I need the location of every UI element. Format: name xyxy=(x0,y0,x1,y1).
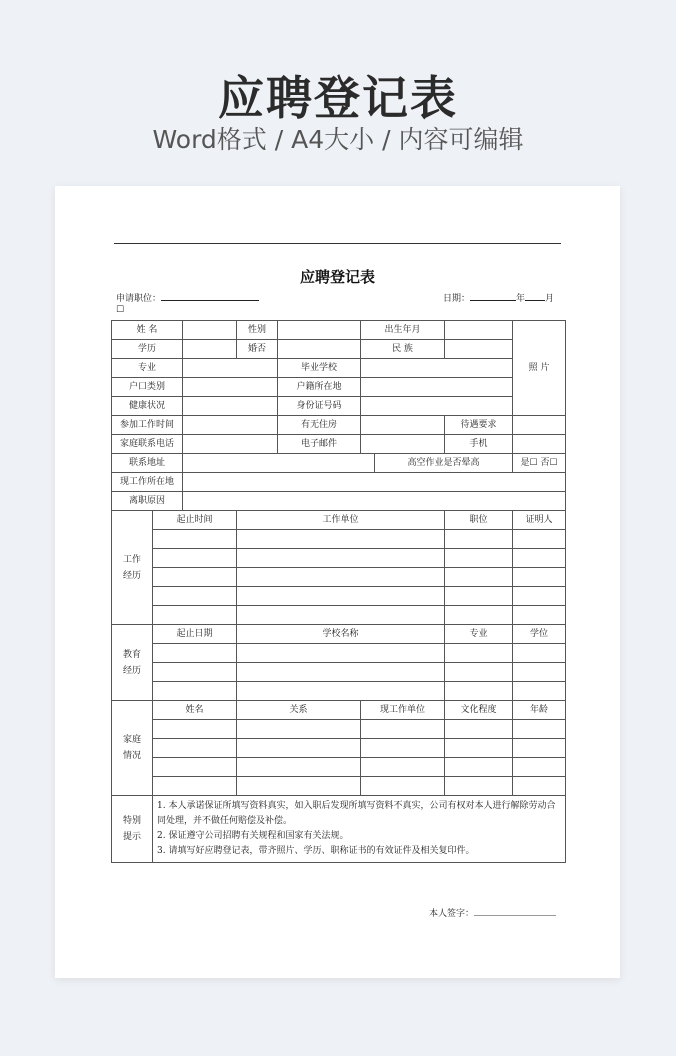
table-row xyxy=(112,777,566,796)
gender-label: 性别 xyxy=(237,321,278,340)
work-section-label xyxy=(112,511,153,625)
edu-header-school: 学校名称 xyxy=(237,625,445,644)
banner-title: 应聘登记表 xyxy=(218,71,458,125)
height-work-label: 高空作业是否晕高 xyxy=(375,454,513,473)
table-row xyxy=(112,473,566,492)
work-cell[interactable] xyxy=(445,606,513,625)
edu-cell[interactable] xyxy=(445,682,513,701)
work-cell[interactable] xyxy=(513,606,566,625)
home-phone-label: 家庭联系电话 xyxy=(112,435,183,454)
registration-table xyxy=(111,320,566,863)
family-header-employer: 现工作单位 xyxy=(361,701,445,720)
housing-label: 有无住房 xyxy=(278,416,361,435)
signature-input[interactable] xyxy=(474,907,556,916)
height-work-options[interactable]: 是☐ 否☐ xyxy=(513,454,566,473)
work-start-label: 参加工作时间 xyxy=(112,416,183,435)
edu-header-degree: 学位 xyxy=(513,625,566,644)
family-cell[interactable] xyxy=(237,758,361,777)
family-cell[interactable] xyxy=(361,777,445,796)
id-number-label: 身份证号码 xyxy=(278,397,361,416)
notes-section-label xyxy=(112,796,153,863)
gender-field[interactable] xyxy=(278,321,361,340)
leave-reason-label: 离职原因 xyxy=(112,492,183,511)
position-label: 申请职位： xyxy=(116,294,162,304)
table-row xyxy=(112,492,566,511)
edu-cell[interactable] xyxy=(153,663,237,682)
work-cell[interactable] xyxy=(513,587,566,606)
family-cell[interactable] xyxy=(513,758,566,777)
name-field[interactable] xyxy=(183,321,237,340)
table-row xyxy=(112,340,566,359)
banner-subtitle: Word格式 / A4大小 / 内容可编辑 xyxy=(152,125,524,154)
work-cell[interactable] xyxy=(237,530,445,549)
family-cell[interactable] xyxy=(445,739,513,758)
family-cell[interactable] xyxy=(237,777,361,796)
family-cell[interactable] xyxy=(153,720,237,739)
health-field[interactable] xyxy=(183,397,278,416)
school-label: 毕业学校 xyxy=(278,359,361,378)
work-cell[interactable] xyxy=(513,568,566,587)
family-cell[interactable] xyxy=(445,720,513,739)
birth-field[interactable] xyxy=(445,321,513,340)
edu-cell[interactable] xyxy=(237,663,445,682)
date-line xyxy=(443,291,554,304)
health-label: 健康状况 xyxy=(112,397,183,416)
edu-cell[interactable] xyxy=(445,663,513,682)
table-row xyxy=(112,663,566,682)
note-item: 3. 请填写好应聘登记表，带齐照片、学历、职称证书的有效证件及相关复印件。 xyxy=(157,846,475,856)
work-section-text: 工作经历 xyxy=(122,554,141,581)
work-cell[interactable] xyxy=(237,606,445,625)
family-cell[interactable] xyxy=(153,739,237,758)
table-row xyxy=(112,416,566,435)
work-cell[interactable] xyxy=(445,568,513,587)
housing-field[interactable] xyxy=(361,416,445,435)
family-cell[interactable] xyxy=(513,720,566,739)
form-title: 应聘登记表 xyxy=(299,268,375,286)
family-cell[interactable] xyxy=(361,739,445,758)
family-header-education: 文化程度 xyxy=(445,701,513,720)
family-cell[interactable] xyxy=(237,739,361,758)
table-row xyxy=(112,682,566,701)
work-cell[interactable] xyxy=(445,549,513,568)
work-start-field[interactable] xyxy=(183,416,278,435)
work-cell[interactable] xyxy=(445,530,513,549)
family-cell[interactable] xyxy=(361,758,445,777)
hukou-place-field[interactable] xyxy=(361,378,513,397)
work-cell[interactable] xyxy=(237,568,445,587)
work-cell[interactable] xyxy=(153,587,237,606)
major-field[interactable] xyxy=(183,359,278,378)
table-row xyxy=(112,739,566,758)
table-row xyxy=(112,701,566,720)
table-row xyxy=(112,454,566,473)
mobile-label: 手机 xyxy=(445,435,513,454)
position-line xyxy=(116,291,259,304)
email-label: 电子邮件 xyxy=(278,435,361,454)
table-row xyxy=(112,796,566,863)
signature-line xyxy=(429,906,556,919)
family-cell[interactable] xyxy=(445,777,513,796)
note-item: 2. 保证遵守公司招聘有关规程和国家有关法规。 xyxy=(157,831,349,841)
hukou-type-label: 户口类别 xyxy=(112,378,183,397)
table-row xyxy=(112,397,566,416)
marital-field[interactable] xyxy=(278,340,361,359)
education-label: 学历 xyxy=(112,340,183,359)
ethnicity-label: 民 族 xyxy=(361,340,445,359)
current-workplace-label: 现工作所在地 xyxy=(112,473,183,492)
work-cell[interactable] xyxy=(153,530,237,549)
position-checkbox[interactable]: ☐ xyxy=(116,305,125,315)
family-cell[interactable] xyxy=(445,758,513,777)
work-cell[interactable] xyxy=(513,530,566,549)
table-row xyxy=(112,720,566,739)
work-header-employer: 工作单位 xyxy=(237,511,445,530)
table-row xyxy=(112,359,566,378)
family-cell[interactable] xyxy=(513,739,566,758)
address-field[interactable] xyxy=(183,454,375,473)
edu-cell[interactable] xyxy=(237,682,445,701)
work-cell[interactable] xyxy=(237,587,445,606)
leave-reason-field[interactable] xyxy=(183,492,566,511)
work-cell[interactable] xyxy=(513,549,566,568)
position-input[interactable] xyxy=(161,292,259,301)
work-header-position: 职位 xyxy=(445,511,513,530)
date-year-input[interactable] xyxy=(470,292,516,301)
family-cell[interactable] xyxy=(513,777,566,796)
school-field[interactable] xyxy=(361,359,513,378)
family-header-name: 姓名 xyxy=(153,701,237,720)
edu-cell[interactable] xyxy=(513,663,566,682)
birth-label: 出生年月 xyxy=(361,321,445,340)
work-cell[interactable] xyxy=(153,606,237,625)
table-row xyxy=(112,378,566,397)
family-section-text: 家庭情况 xyxy=(122,735,141,761)
table-row xyxy=(112,758,566,777)
ethnicity-field[interactable] xyxy=(445,340,513,359)
edu-cell[interactable] xyxy=(513,644,566,663)
edu-cell[interactable] xyxy=(237,644,445,663)
document-page xyxy=(55,186,620,978)
id-number-field[interactable] xyxy=(361,397,513,416)
hukou-type-field[interactable] xyxy=(183,378,278,397)
education-field[interactable] xyxy=(183,340,237,359)
work-cell[interactable] xyxy=(153,549,237,568)
table-row xyxy=(112,644,566,663)
family-header-relation: 关系 xyxy=(237,701,361,720)
work-header-reference: 证明人 xyxy=(513,511,566,530)
table-row xyxy=(112,435,566,454)
family-header-age: 年龄 xyxy=(513,701,566,720)
family-cell[interactable] xyxy=(361,720,445,739)
notes-section-text: 特别提示 xyxy=(122,816,141,842)
date-month-input[interactable] xyxy=(525,292,545,301)
table-row xyxy=(112,587,566,606)
header-rule xyxy=(114,243,561,244)
email-field[interactable] xyxy=(361,435,445,454)
edu-cell[interactable] xyxy=(445,644,513,663)
edu-header-period: 起止日期 xyxy=(153,625,237,644)
signature-label: 本人签字： xyxy=(429,909,475,919)
salary-req-label: 待遇要求 xyxy=(445,416,513,435)
table-row xyxy=(112,625,566,644)
edu-cell[interactable] xyxy=(513,682,566,701)
family-cell[interactable] xyxy=(237,720,361,739)
table-row xyxy=(112,321,566,340)
month-label: 月 xyxy=(545,294,555,304)
marital-label: 婚否 xyxy=(237,340,278,359)
edu-header-major: 专业 xyxy=(445,625,513,644)
work-cell[interactable] xyxy=(237,549,445,568)
table-row xyxy=(112,530,566,549)
notes-content xyxy=(153,796,566,863)
photo-box[interactable]: 照 片 xyxy=(513,321,566,416)
work-header-period: 起止时间 xyxy=(153,511,237,530)
table-row xyxy=(112,606,566,625)
edu-cell[interactable] xyxy=(153,682,237,701)
name-label: 姓 名 xyxy=(112,321,183,340)
mobile-field[interactable] xyxy=(513,435,566,454)
address-label: 联系地址 xyxy=(112,454,183,473)
major-label: 专业 xyxy=(112,359,183,378)
family-cell[interactable] xyxy=(153,758,237,777)
edu-section-label xyxy=(112,625,153,701)
year-label: 年 xyxy=(516,294,526,304)
date-label: 日期： xyxy=(443,294,471,304)
note-item: 1. 本人承诺保证所填写资料真实，如入职后发现所填写资料不真实，公司有权对本人进行解除劳动合同处理，并不做任何赔偿及补偿。 xyxy=(157,801,556,826)
edu-cell[interactable] xyxy=(153,644,237,663)
table-row xyxy=(112,511,566,530)
work-cell[interactable] xyxy=(445,587,513,606)
family-cell[interactable] xyxy=(153,777,237,796)
work-cell[interactable] xyxy=(153,568,237,587)
current-workplace-field[interactable] xyxy=(183,473,566,492)
hukou-place-label: 户籍所在地 xyxy=(278,378,361,397)
table-row xyxy=(112,568,566,587)
edu-section-text: 教育经历 xyxy=(122,649,141,676)
table-row xyxy=(112,549,566,568)
home-phone-field[interactable] xyxy=(183,435,278,454)
salary-req-field[interactable] xyxy=(513,416,566,435)
family-section-label xyxy=(112,701,153,796)
